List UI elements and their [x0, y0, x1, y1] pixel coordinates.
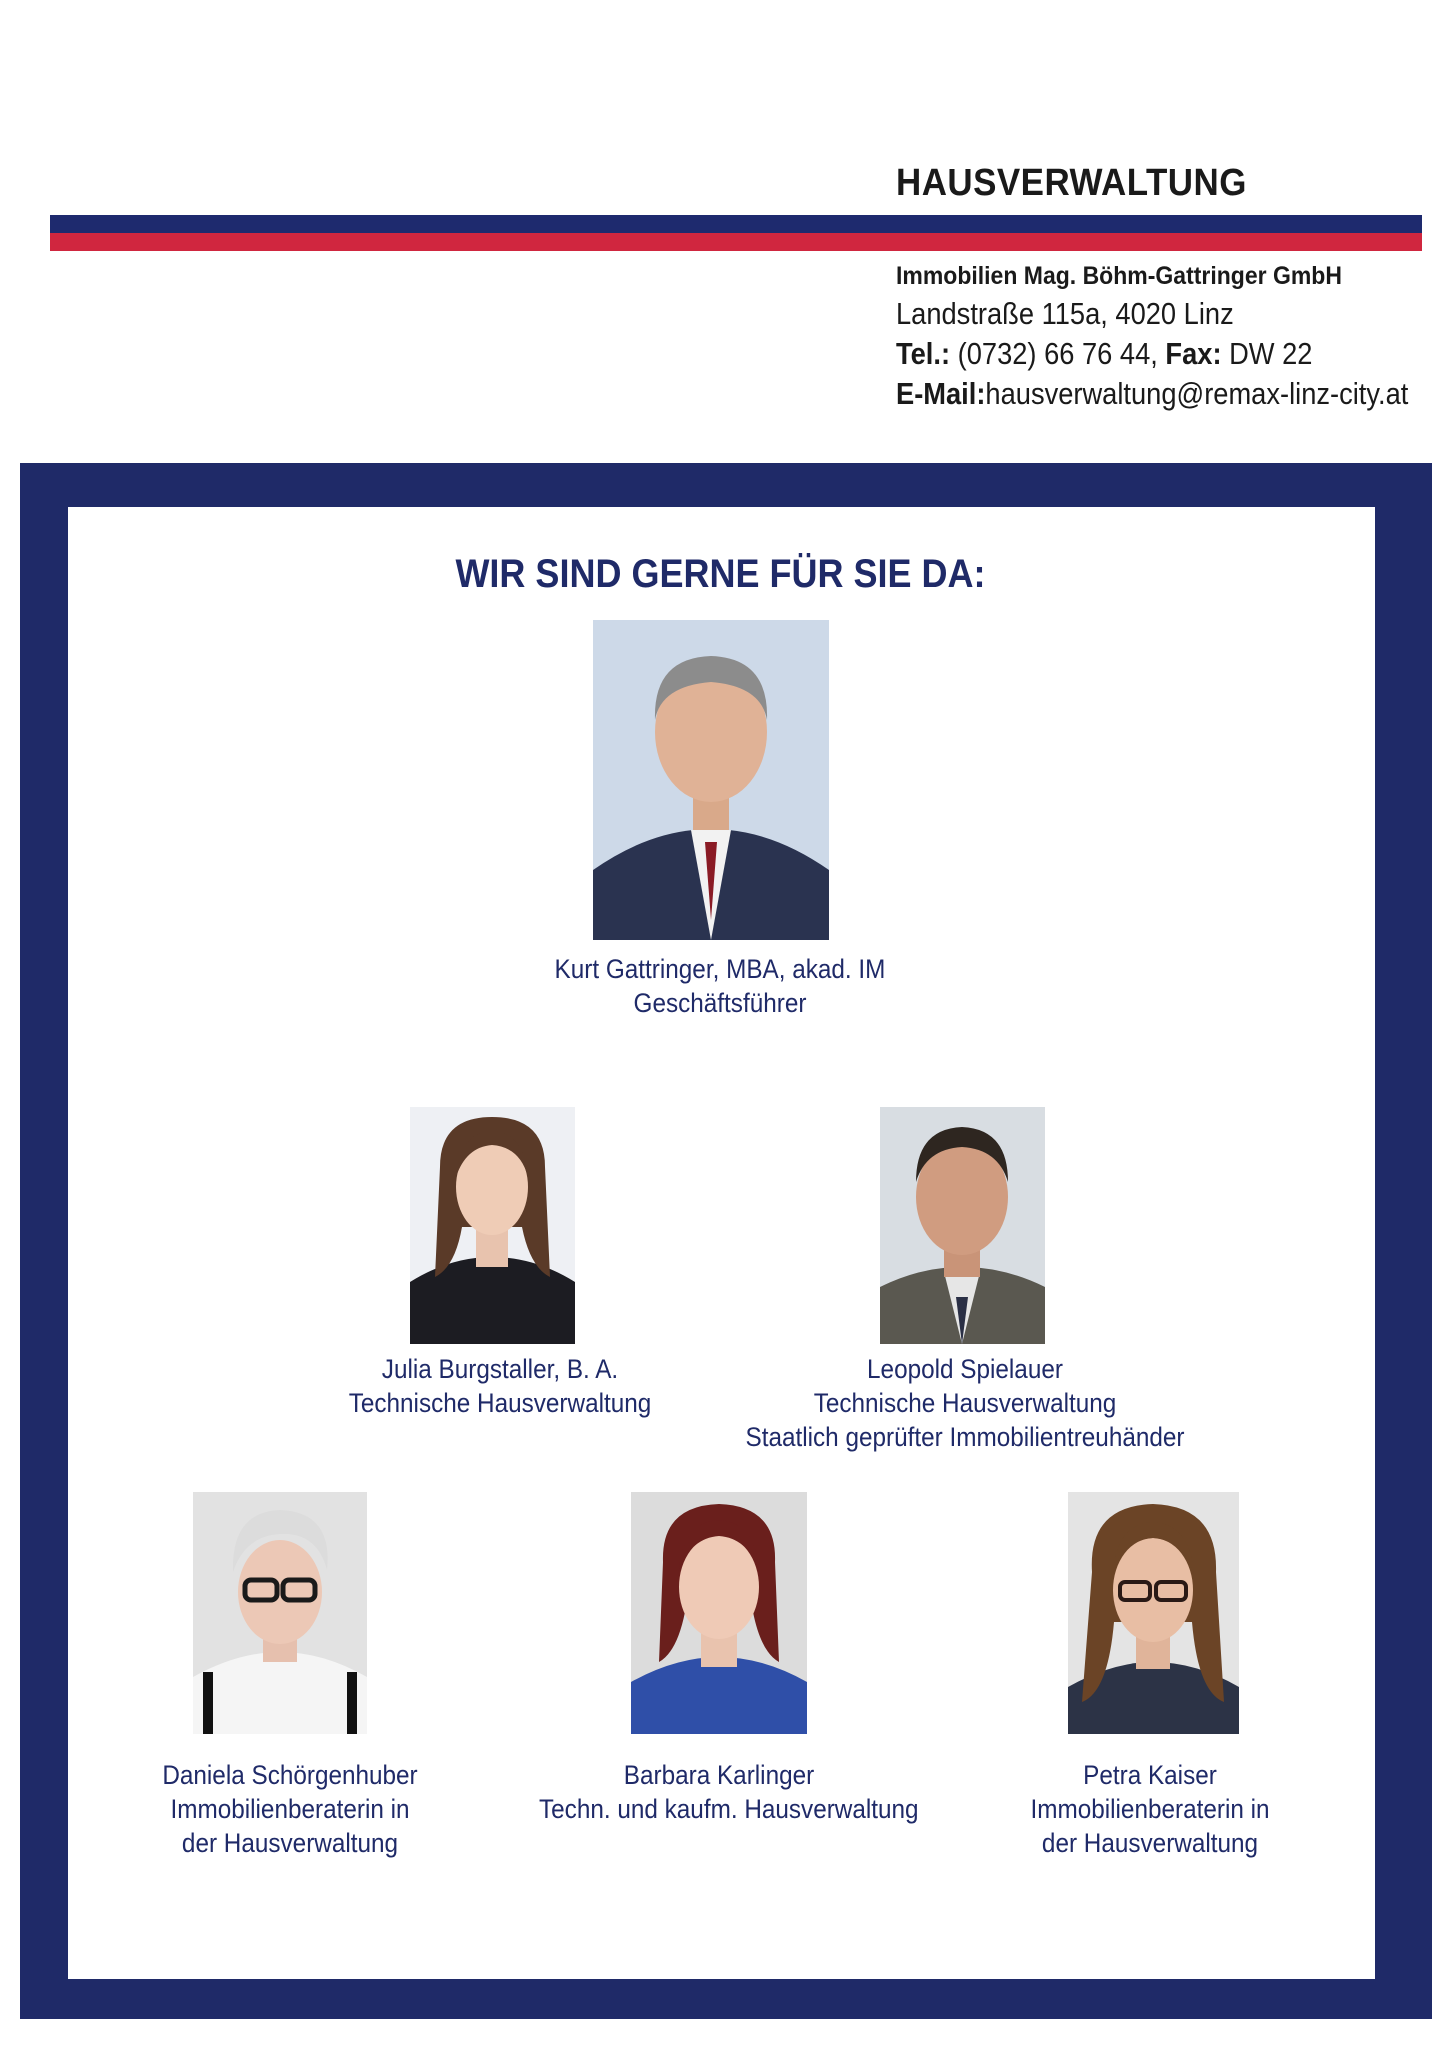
section-title: [0, 552, 1440, 597]
portrait-photo-leopold: [880, 1107, 1045, 1344]
person-name: Leopold Spielauer: [867, 1354, 1063, 1384]
person-role-2: der Hausverwaltung: [1041, 1828, 1259, 1858]
person-role: Techn. und kaufm. Hausverwaltung: [539, 1794, 919, 1824]
person-role: Technische Hausverwaltung: [348, 1388, 652, 1418]
mail-label: E-Mail:: [896, 376, 986, 411]
section-title-text: WIR SIND GERNE FÜR SIE DA:: [454, 552, 986, 596]
caption-daniela: [130, 1758, 450, 1860]
person-role: Technische Hausverwaltung: [813, 1388, 1117, 1418]
person-role-2: Staatlich geprüfter Immobilientreuhänder: [745, 1422, 1185, 1452]
person-role: Immobilienberaterin in: [1030, 1794, 1270, 1824]
fax-label: Fax:: [1165, 336, 1222, 371]
person-role: Geschäftsführer: [633, 988, 807, 1018]
company-email: [896, 376, 1408, 412]
tel-value: (0732) 66 76 44,: [950, 336, 1166, 371]
portrait-photo-barbara: [631, 1492, 807, 1734]
person-name: Barbara Karlinger: [623, 1760, 815, 1790]
fax-value: DW 22: [1221, 336, 1313, 371]
company-address: Landstraße 115a, 4020 Linz: [896, 296, 1234, 331]
company-phone: [896, 336, 1312, 372]
tel-label: Tel.:: [896, 336, 951, 371]
caption-barbara: [519, 1758, 919, 1826]
person-role-2: der Hausverwaltung: [181, 1828, 399, 1858]
company-name: Immobilien Mag. Böhm-Gattringer GmbH: [896, 262, 1342, 290]
portrait-photo-petra: [1068, 1492, 1239, 1734]
person-name: Julia Burgstaller, B. A.: [381, 1354, 619, 1384]
header-stripe-red: [50, 233, 1422, 251]
person-role: Immobilienberaterin in: [170, 1794, 410, 1824]
header-stripe-blue: [50, 215, 1422, 233]
person-name: Daniela Schörgenhuber: [162, 1760, 418, 1790]
caption-leopold: [715, 1352, 1215, 1454]
caption-petra: [990, 1758, 1310, 1860]
header-title: HAUSVERWALTUNG: [896, 162, 1247, 204]
mail-value: hausverwaltung@remax-linz-city.at: [985, 376, 1409, 411]
portrait-photo-daniela: [193, 1492, 367, 1734]
portrait-photo-julia: [410, 1107, 575, 1344]
caption-julia: [300, 1352, 700, 1420]
caption-kurt: [420, 952, 1020, 1020]
person-name: Petra Kaiser: [1083, 1760, 1217, 1790]
portrait-photo-kurt: [593, 620, 829, 940]
person-name: Kurt Gattringer, MBA, akad. IM: [554, 954, 886, 984]
